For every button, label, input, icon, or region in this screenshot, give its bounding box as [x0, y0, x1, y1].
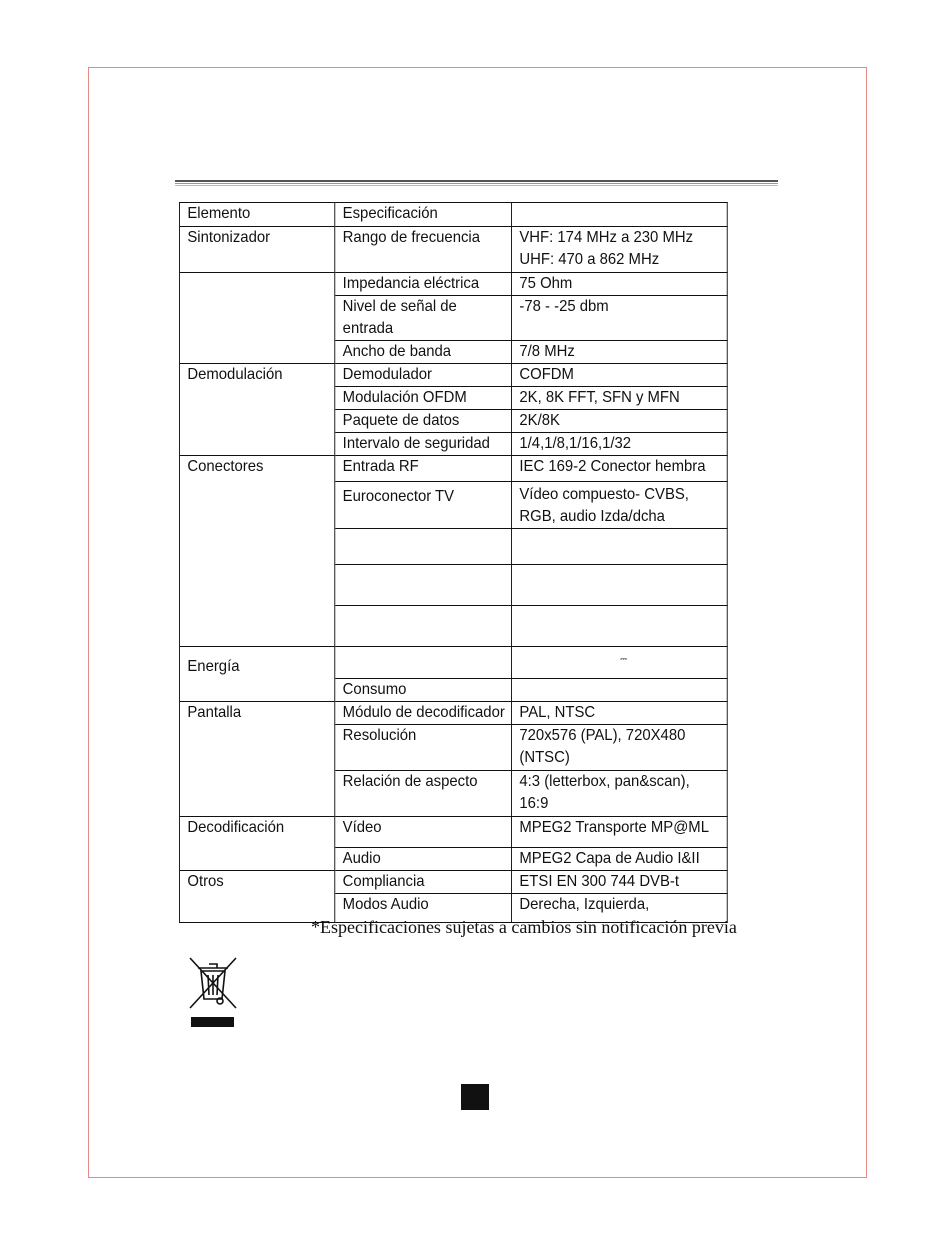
row-value-line1: Vídeo compuesto- CVBS,: [519, 486, 689, 503]
table-row: [179, 433, 727, 456]
row-value: ETSI EN 300 744 DVB-t: [511, 871, 727, 894]
table-row: [179, 341, 727, 364]
row-item: Compliancia: [335, 871, 512, 894]
row-value: PAL, NTSC: [511, 702, 727, 725]
row-category: [179, 771, 334, 817]
row-category: [179, 482, 334, 529]
table-row: [179, 296, 727, 341]
row-category: Conectores: [179, 456, 334, 482]
table-row: [179, 482, 727, 529]
row-item: Consumo: [335, 679, 512, 702]
row-item: Demodulador: [335, 364, 512, 387]
row-category: Demodulación: [179, 364, 334, 387]
table-row: [179, 725, 727, 771]
header-rule: [175, 180, 778, 182]
row-value: MPEG2 Capa de Audio I&II: [511, 848, 727, 871]
table-row: [179, 679, 727, 702]
row-category: Decodificación: [179, 817, 334, 848]
row-item: Relación de aspecto: [335, 771, 512, 817]
row-category: [179, 529, 334, 565]
row-item: [335, 606, 512, 647]
table-row: [179, 387, 727, 410]
row-item: Entrada RF: [335, 456, 512, 482]
row-item: Audio: [335, 848, 512, 871]
row-value: [511, 679, 727, 702]
row-value: [511, 565, 727, 606]
row-value-line1: 720x576 (PAL), 720X480: [519, 727, 686, 744]
row-category: [179, 679, 334, 702]
header-elemento: Elemento: [179, 203, 334, 227]
table-row: [179, 529, 727, 565]
row-category: [179, 387, 334, 410]
row-item: Modulación OFDM: [335, 387, 512, 410]
row-value-line2: 16:9: [519, 795, 549, 812]
row-item: Vídeo: [335, 817, 512, 848]
row-category: [179, 296, 334, 341]
table-row: [179, 702, 727, 725]
row-value: [511, 529, 727, 565]
row-item: Intervalo de seguridad: [335, 433, 512, 456]
row-category: [179, 606, 334, 647]
table-row: [179, 565, 727, 606]
table-row: [179, 227, 727, 273]
table-row: [179, 647, 727, 679]
row-item: Resolución: [335, 725, 512, 771]
row-value: 2K, 8K FFT, SFN y MFN: [511, 387, 727, 410]
row-item: [335, 529, 512, 565]
row-value: -78 - -25 dbm: [511, 296, 727, 341]
row-item: Paquete de datos: [335, 410, 512, 433]
header-empty: [511, 203, 727, 227]
header-rule-3: [175, 185, 778, 186]
row-category: Pantalla: [179, 702, 334, 725]
row-value-line1: VHF: 174 MHz a 230 MHz: [519, 229, 694, 246]
page-number-box: [461, 1084, 489, 1110]
row-category: [179, 341, 334, 364]
row-value: [511, 482, 727, 529]
row-value: [511, 227, 727, 273]
row-value: 1/4,1/8,1/16,1/32: [511, 433, 727, 456]
row-category: Otros: [179, 871, 334, 894]
row-value-line2: UHF: 470 a 862 MHz: [519, 251, 660, 268]
table-row: [179, 273, 727, 296]
row-item: Rango de frecuencia: [335, 227, 512, 273]
row-value-line2: (NTSC): [519, 749, 570, 766]
row-value-line2: RGB, audio Izda/dcha: [519, 508, 665, 525]
dc-symbol-icon: ⎓: [620, 654, 626, 664]
row-value: 7/8 MHz: [511, 341, 727, 364]
row-category: [179, 433, 334, 456]
table-header-row: [179, 203, 727, 227]
row-item: Modos Audio: [335, 894, 512, 923]
table-row: [179, 410, 727, 433]
row-category: [179, 273, 334, 296]
row-category: [179, 848, 334, 871]
row-value: IEC 169-2 Conector hembra: [511, 456, 727, 482]
row-item: Módulo de decodificador: [335, 702, 512, 725]
row-value: 75 Ohm: [511, 273, 727, 296]
table-row: [179, 771, 727, 817]
row-value: Derecha, Izquierda,: [511, 894, 727, 923]
row-category: [179, 565, 334, 606]
row-value: MPEG2 Transporte MP@ML: [511, 817, 727, 848]
specifications-table: [179, 202, 728, 923]
row-category: [179, 410, 334, 433]
row-category: [179, 725, 334, 771]
row-category: Energía: [179, 647, 334, 679]
crossed-out-wheelie-bin-icon: [187, 955, 239, 1030]
table-row: [179, 871, 727, 894]
row-value: [511, 725, 727, 771]
row-value: 2K/8K: [511, 410, 727, 433]
row-item: Ancho de banda: [335, 341, 512, 364]
row-item: [335, 647, 512, 679]
table-row: [179, 817, 727, 848]
row-category: Sintonizador: [179, 227, 334, 273]
header-especificacion: Especificación: [335, 203, 512, 227]
row-value: [511, 606, 727, 647]
row-item: [335, 565, 512, 606]
row-item: Euroconector TV: [335, 482, 512, 529]
row-value: [511, 771, 727, 817]
table-row: [179, 364, 727, 387]
table-row: [179, 606, 727, 647]
table-row: [179, 848, 727, 871]
row-value-line1: 4:3 (letterbox, pan&scan),: [519, 773, 690, 790]
row-value: COFDM: [511, 364, 727, 387]
row-value: [511, 647, 727, 679]
row-item: Nivel de señal de entrada: [335, 296, 512, 341]
table-row: [179, 456, 727, 482]
header-rule-2: [175, 183, 778, 184]
specifications-note: *Especificaciones sujetas a cambios sin notificación previa: [311, 917, 737, 937]
row-item: Impedancia eléctrica: [335, 273, 512, 296]
